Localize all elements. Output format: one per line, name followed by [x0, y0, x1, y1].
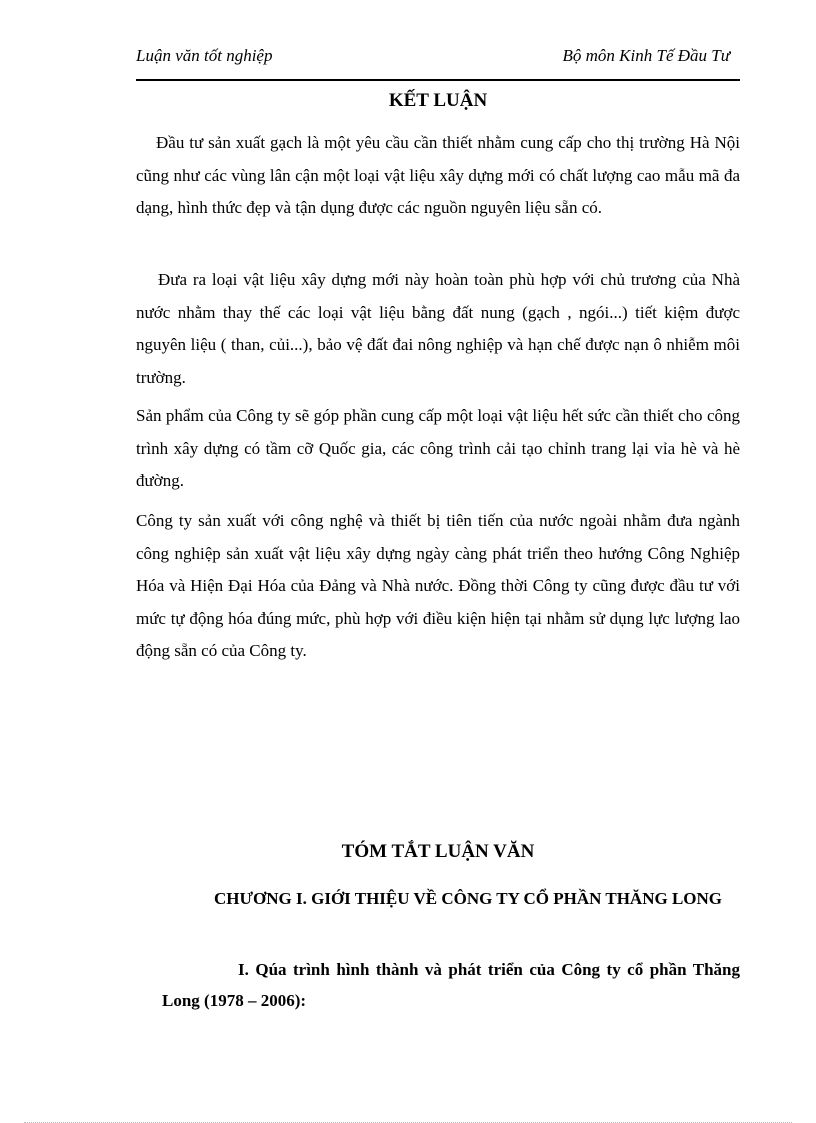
conclusion-title: KẾT LUẬN [388, 90, 488, 111]
summary-title: TÓM TẮT LUẬN VĂN [341, 841, 535, 862]
page-header [136, 46, 740, 68]
conclusion-paragraph-3: Sản phẩm của Công ty sẽ góp phần cung cấp một loại vật liệu hết sức cần thiết cho công trình xây dựng có tầm cỡ Quốc gia, các công trình cải tạo chỉnh trang lại vỉa hè và hè đường. [136, 406, 740, 490]
chapter-heading: CHƯƠNG I. GIỚI THIỆU VỀ CÔNG TY CỔ PHẦN THĂNG LONG [214, 889, 723, 908]
header-thesis-label: Luận văn tốt nghiệp [136, 46, 273, 65]
conclusion-paragraph-1: Đầu tư sản xuất gạch là một yêu cầu cần thiết nhằm cung cấp cho thị trường Hà Nội cũng như các vùng lân cận một loại vật liệu xây dựng mới có chất lượng cao mẫu mã đa dạng, hình thức đẹp và tận dụng được các nguồn nguyên liệu sẵn có. [136, 133, 740, 217]
conclusion-paragraph-4: Công ty sản xuất với công nghệ và thiết bị tiên tiến của nước ngoài nhằm đưa ngành công nghiệp sản xuất vật liệu xây dựng ngày càng phát triển theo hướng Công Nghiệp Hóa và Hiện Đại Hóa của Đảng và Nhà nước. Đồng thời Công ty cũng được đầu tư với mức tự động hóa đúng mức, phù hợp với điều kiện hiện tại nhằm sử dụng lực lượng lao động sẵn có của Công ty. [136, 511, 740, 660]
section-heading: I. Qúa trình hình thành và phát triển của Công ty cổ phần Thăng Long (1978 – 2006): [162, 960, 740, 1010]
conclusion-paragraph-2: Đưa ra loại vật liệu xây dựng mới này hoàn toàn phù hợp với chủ trương của Nhà nước nhằm thay thế các loại vật liệu bằng đất nung (gạch , ngói...) tiết kiệm được nguyên liệu ( than, củi...), bảo vệ đất đai nông nghiệp và hạn chế được nạn ô nhiễm môi trường. [136, 270, 740, 387]
header-divider [136, 79, 740, 81]
header-department-label: Bộ môn Kinh Tế Đầu Tư [562, 46, 730, 65]
